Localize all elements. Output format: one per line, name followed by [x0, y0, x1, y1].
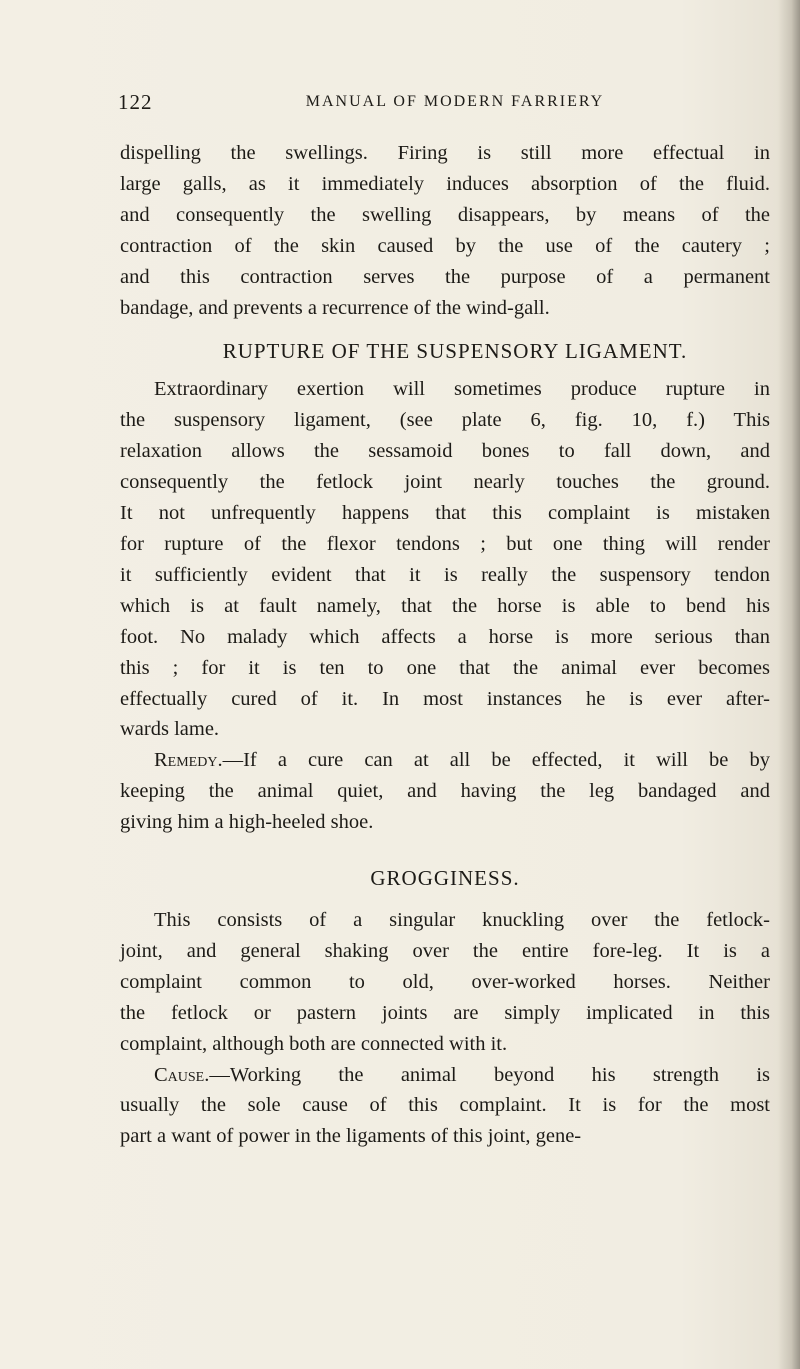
remedy-text: —If a cure can at all be effected, it will be by [222, 749, 770, 772]
text-line: foot. No malady which affects a horse is more serious than [120, 625, 770, 648]
text-line: the fetlock or pastern joints are simply implicated in this [120, 1001, 770, 1024]
text-line: large galls, as it immediately induces absorption of the fluid. [120, 172, 770, 195]
page-edge-shadow [778, 0, 800, 1369]
text-line: it sufficiently evident that it is really the suspensory tendon [120, 563, 770, 586]
grogginess-paragraph [120, 905, 770, 1060]
text-line: giving him a high-heeled shoe. [120, 811, 374, 834]
text-line: which is at fault namely, that the horse is able to bend his [120, 594, 770, 617]
text-line: joint, and general shaking over the entire fore-leg. It is a [120, 939, 770, 962]
text-line [120, 745, 770, 776]
text-line: for rupture of the flexor tendons ; but one thing will render [120, 532, 770, 555]
cause-text: —Working the animal beyond his strength is [209, 1063, 770, 1086]
text-line: complaint common to old, over-worked horses. Neither [120, 970, 770, 993]
text-line: complaint, although both are connected with it. [120, 1032, 508, 1055]
page-number: 122 [118, 90, 153, 114]
section-heading-rupture: RUPTURE OF THE SUSPENSORY LIGAMENT. [222, 339, 688, 364]
rupture-paragraph [120, 374, 770, 745]
text-line: It not unfrequently happens that this complaint is mistaken [120, 502, 770, 525]
text-line: and this contraction serves the purpose of a permanent [120, 265, 770, 288]
text-line [120, 1060, 770, 1091]
text-line: part a want of power in the ligaments of this joint, gene- [120, 1125, 582, 1148]
text-line: This consists of a singular knuckling over the fetlock- [154, 909, 770, 932]
cause-paragraph [120, 1060, 770, 1153]
remedy-label: Remedy. [154, 749, 223, 772]
text-line: dispelling the swellings. Firing is still more effectual in [120, 142, 770, 164]
text-line: usually the sole cause of this complaint. It is for the most [120, 1094, 770, 1117]
intro-paragraph [120, 138, 770, 323]
page-header [118, 90, 678, 120]
text-line: and consequently the swelling disappears, by means of the [120, 203, 770, 226]
running-head: MANUAL OF MODERN FARRIERY [305, 93, 605, 110]
text-line: effectually cured of it. In most instances he is ever after- [120, 687, 770, 710]
text-line: the suspensory ligament, (see plate 6, fig. 10, f.) This [120, 409, 770, 432]
section-heading-grogginess: GROGGINESS. [370, 866, 520, 891]
text-line: consequently the fetlock joint nearly touches the ground. [120, 471, 770, 494]
text-line: wards lame. [120, 718, 220, 741]
text-line: keeping the animal quiet, and having the leg bandaged and [120, 780, 770, 803]
remedy-paragraph [120, 745, 770, 838]
text-line: bandage, and prevents a recurrence of the wind-gall. [120, 296, 550, 319]
text-line: Extraordinary exertion will sometimes produce rupture in [154, 378, 770, 401]
text-line: relaxation allows the sessamoid bones to fall down, and [120, 440, 770, 463]
text-line: this ; for it is ten to one that the animal ever becomes [120, 656, 770, 679]
cause-label: Cause. [154, 1063, 210, 1086]
text-line: contraction of the skin caused by the use of the cautery ; [120, 234, 770, 257]
body-text [120, 138, 770, 1152]
